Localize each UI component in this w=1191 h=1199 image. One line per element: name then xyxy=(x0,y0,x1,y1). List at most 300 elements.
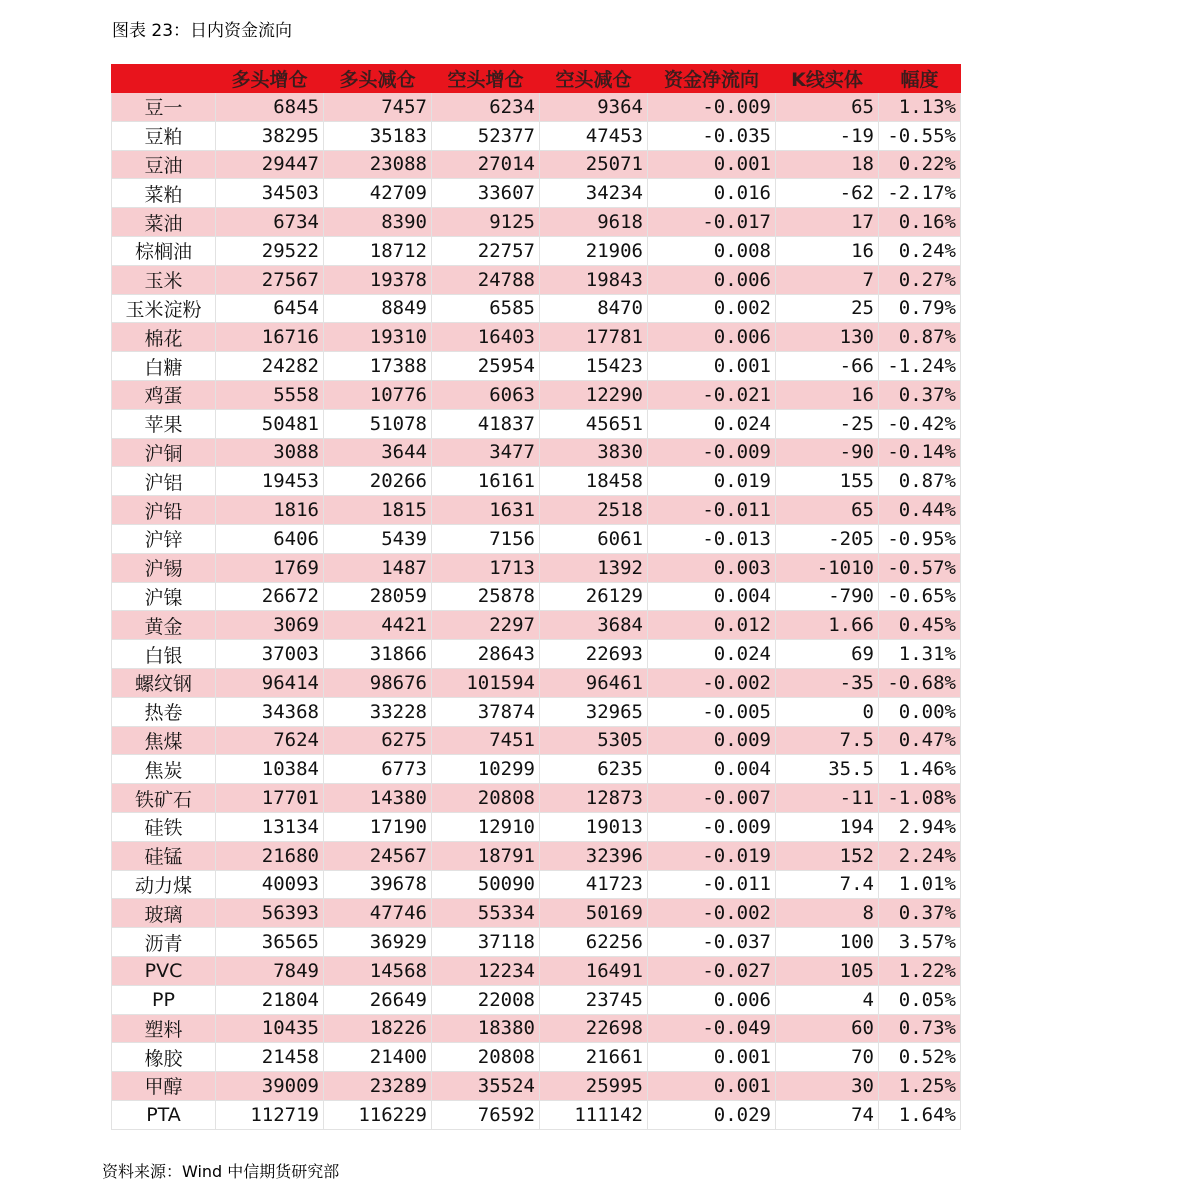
long-decrease-cell: 8849 xyxy=(324,294,432,323)
net-flow-cell: 0.008 xyxy=(648,236,776,265)
short-increase-cell: 37874 xyxy=(432,697,540,726)
short-decrease-cell: 5305 xyxy=(540,726,648,755)
net-flow-cell: 0.001 xyxy=(648,352,776,381)
short-increase-cell: 12910 xyxy=(432,812,540,841)
short-decrease-cell: 1392 xyxy=(540,553,648,582)
commodity-name-cell: 黄金 xyxy=(112,611,216,640)
change-pct-cell: -0.95% xyxy=(879,524,961,553)
short-decrease-cell: 3830 xyxy=(540,438,648,467)
change-pct-cell: -1.24% xyxy=(879,352,961,381)
short-increase-cell: 3477 xyxy=(432,438,540,467)
long-increase-cell: 29447 xyxy=(216,150,324,179)
table-row xyxy=(112,150,961,179)
short-decrease-cell: 8470 xyxy=(540,294,648,323)
long-decrease-cell: 24567 xyxy=(324,841,432,870)
table-row xyxy=(112,208,961,237)
short-increase-cell: 22008 xyxy=(432,985,540,1014)
long-increase-cell: 1769 xyxy=(216,553,324,582)
net-flow-cell: 0.006 xyxy=(648,985,776,1014)
table-row xyxy=(112,582,961,611)
short-decrease-cell: 22693 xyxy=(540,640,648,669)
change-pct-cell: 1.01% xyxy=(879,870,961,899)
short-increase-cell: 9125 xyxy=(432,208,540,237)
k-body-cell: 0 xyxy=(776,697,879,726)
long-increase-cell: 27567 xyxy=(216,265,324,294)
table-row xyxy=(112,640,961,669)
change-pct-cell: 2.94% xyxy=(879,812,961,841)
commodity-name-cell: 玉米淀粉 xyxy=(112,294,216,323)
short-decrease-cell: 15423 xyxy=(540,352,648,381)
commodity-name-cell: 热卷 xyxy=(112,697,216,726)
net-flow-cell: 0.006 xyxy=(648,323,776,352)
long-decrease-cell: 8390 xyxy=(324,208,432,237)
header-short-decrease: 空头减仓 xyxy=(540,65,648,93)
long-decrease-cell: 3644 xyxy=(324,438,432,467)
net-flow-cell: 0.001 xyxy=(648,1043,776,1072)
commodity-name-cell: 硅铁 xyxy=(112,812,216,841)
long-decrease-cell: 6773 xyxy=(324,755,432,784)
short-increase-cell: 2297 xyxy=(432,611,540,640)
commodity-name-cell: 沪锌 xyxy=(112,524,216,553)
commodity-name-cell: 菜粕 xyxy=(112,179,216,208)
table-row xyxy=(112,121,961,150)
long-decrease-cell: 19378 xyxy=(324,265,432,294)
long-decrease-cell: 21400 xyxy=(324,1043,432,1072)
commodity-name-cell: 沪铝 xyxy=(112,467,216,496)
commodity-name-cell: 沪锡 xyxy=(112,553,216,582)
k-body-cell: 194 xyxy=(776,812,879,841)
long-increase-cell: 38295 xyxy=(216,121,324,150)
net-flow-cell: -0.017 xyxy=(648,208,776,237)
net-flow-cell: -0.005 xyxy=(648,697,776,726)
k-body-cell: 65 xyxy=(776,496,879,525)
net-flow-cell: 0.004 xyxy=(648,755,776,784)
short-increase-cell: 6234 xyxy=(432,93,540,122)
table-row xyxy=(112,323,961,352)
short-increase-cell: 76592 xyxy=(432,1100,540,1129)
commodity-name-cell: 玉米 xyxy=(112,265,216,294)
short-decrease-cell: 22698 xyxy=(540,1014,648,1043)
short-decrease-cell: 47453 xyxy=(540,121,648,150)
header-commodity xyxy=(112,65,216,93)
change-pct-cell: 2.24% xyxy=(879,841,961,870)
k-body-cell: -1010 xyxy=(776,553,879,582)
short-decrease-cell: 6235 xyxy=(540,755,648,784)
long-decrease-cell: 26649 xyxy=(324,985,432,1014)
long-increase-cell: 10435 xyxy=(216,1014,324,1043)
net-flow-cell: 0.002 xyxy=(648,294,776,323)
short-decrease-cell: 17781 xyxy=(540,323,648,352)
long-decrease-cell: 98676 xyxy=(324,668,432,697)
long-decrease-cell: 7457 xyxy=(324,93,432,122)
short-decrease-cell: 26129 xyxy=(540,582,648,611)
short-increase-cell: 22757 xyxy=(432,236,540,265)
short-increase-cell: 16403 xyxy=(432,323,540,352)
short-increase-cell: 7156 xyxy=(432,524,540,553)
change-pct-cell: 0.22% xyxy=(879,150,961,179)
commodity-name-cell: 鸡蛋 xyxy=(112,380,216,409)
long-increase-cell: 13134 xyxy=(216,812,324,841)
change-pct-cell: 1.13% xyxy=(879,93,961,122)
net-flow-cell: 0.004 xyxy=(648,582,776,611)
table-row xyxy=(112,380,961,409)
long-increase-cell: 7624 xyxy=(216,726,324,755)
long-increase-cell: 21680 xyxy=(216,841,324,870)
change-pct-cell: -0.65% xyxy=(879,582,961,611)
change-pct-cell: -0.14% xyxy=(879,438,961,467)
long-increase-cell: 19453 xyxy=(216,467,324,496)
short-decrease-cell: 9364 xyxy=(540,93,648,122)
k-body-cell: 152 xyxy=(776,841,879,870)
short-decrease-cell: 21906 xyxy=(540,236,648,265)
long-increase-cell: 40093 xyxy=(216,870,324,899)
change-pct-cell: 1.64% xyxy=(879,1100,961,1129)
k-body-cell: 7.5 xyxy=(776,726,879,755)
k-body-cell: 70 xyxy=(776,1043,879,1072)
header-long-decrease: 多头减仓 xyxy=(324,65,432,93)
long-decrease-cell: 1815 xyxy=(324,496,432,525)
change-pct-cell: 0.87% xyxy=(879,323,961,352)
short-decrease-cell: 32965 xyxy=(540,697,648,726)
table-row xyxy=(112,496,961,525)
header-change-pct: 幅度 xyxy=(879,65,961,93)
commodity-name-cell: 螺纹钢 xyxy=(112,668,216,697)
long-decrease-cell: 23088 xyxy=(324,150,432,179)
net-flow-cell: -0.011 xyxy=(648,870,776,899)
change-pct-cell: 0.47% xyxy=(879,726,961,755)
k-body-cell: -790 xyxy=(776,582,879,611)
table-row xyxy=(112,265,961,294)
change-pct-cell: 0.00% xyxy=(879,697,961,726)
net-flow-cell: 0.024 xyxy=(648,640,776,669)
change-pct-cell: 1.25% xyxy=(879,1072,961,1101)
table-row xyxy=(112,784,961,813)
long-decrease-cell: 51078 xyxy=(324,409,432,438)
long-decrease-cell: 20266 xyxy=(324,467,432,496)
short-decrease-cell: 41723 xyxy=(540,870,648,899)
short-decrease-cell: 45651 xyxy=(540,409,648,438)
k-body-cell: 105 xyxy=(776,956,879,985)
commodity-name-cell: 豆一 xyxy=(112,93,216,122)
long-increase-cell: 29522 xyxy=(216,236,324,265)
table-row xyxy=(112,409,961,438)
change-pct-cell: 3.57% xyxy=(879,928,961,957)
net-flow-cell: -0.009 xyxy=(648,812,776,841)
k-body-cell: -25 xyxy=(776,409,879,438)
table-row xyxy=(112,899,961,928)
commodity-name-cell: 沪铜 xyxy=(112,438,216,467)
net-flow-cell: 0.001 xyxy=(648,150,776,179)
net-flow-cell: 0.003 xyxy=(648,553,776,582)
table-row xyxy=(112,928,961,957)
k-body-cell: 60 xyxy=(776,1014,879,1043)
k-body-cell: -66 xyxy=(776,352,879,381)
net-flow-cell: -0.019 xyxy=(648,841,776,870)
k-body-cell: 130 xyxy=(776,323,879,352)
long-decrease-cell: 14568 xyxy=(324,956,432,985)
commodity-name-cell: 玻璃 xyxy=(112,899,216,928)
table-row xyxy=(112,438,961,467)
table-row xyxy=(112,755,961,784)
long-decrease-cell: 17190 xyxy=(324,812,432,841)
net-flow-cell: -0.002 xyxy=(648,668,776,697)
k-body-cell: 74 xyxy=(776,1100,879,1129)
change-pct-cell: 0.37% xyxy=(879,380,961,409)
long-increase-cell: 5558 xyxy=(216,380,324,409)
table-row xyxy=(112,236,961,265)
long-decrease-cell: 19310 xyxy=(324,323,432,352)
table-row xyxy=(112,93,961,122)
short-decrease-cell: 18458 xyxy=(540,467,648,496)
net-flow-cell: -0.007 xyxy=(648,784,776,813)
short-increase-cell: 6585 xyxy=(432,294,540,323)
commodity-name-cell: 动力煤 xyxy=(112,870,216,899)
table-row xyxy=(112,1043,961,1072)
long-increase-cell: 34368 xyxy=(216,697,324,726)
k-body-cell: 25 xyxy=(776,294,879,323)
commodity-name-cell: 苹果 xyxy=(112,409,216,438)
change-pct-cell: 0.87% xyxy=(879,467,961,496)
long-increase-cell: 3069 xyxy=(216,611,324,640)
short-increase-cell: 37118 xyxy=(432,928,540,957)
short-increase-cell: 101594 xyxy=(432,668,540,697)
k-body-cell: -90 xyxy=(776,438,879,467)
commodity-name-cell: 铁矿石 xyxy=(112,784,216,813)
table-row xyxy=(112,697,961,726)
long-decrease-cell: 116229 xyxy=(324,1100,432,1129)
short-increase-cell: 1713 xyxy=(432,553,540,582)
net-flow-cell: -0.021 xyxy=(648,380,776,409)
long-increase-cell: 17701 xyxy=(216,784,324,813)
long-increase-cell: 39009 xyxy=(216,1072,324,1101)
commodity-name-cell: 甲醇 xyxy=(112,1072,216,1101)
change-pct-cell: 0.37% xyxy=(879,899,961,928)
short-decrease-cell: 19013 xyxy=(540,812,648,841)
long-decrease-cell: 5439 xyxy=(324,524,432,553)
header-long-increase: 多头增仓 xyxy=(216,65,324,93)
net-flow-cell: -0.035 xyxy=(648,121,776,150)
short-increase-cell: 10299 xyxy=(432,755,540,784)
table-row xyxy=(112,841,961,870)
fund-flow-table xyxy=(111,64,961,1130)
long-increase-cell: 112719 xyxy=(216,1100,324,1129)
long-decrease-cell: 18712 xyxy=(324,236,432,265)
short-decrease-cell: 34234 xyxy=(540,179,648,208)
long-increase-cell: 21458 xyxy=(216,1043,324,1072)
long-increase-cell: 96414 xyxy=(216,668,324,697)
long-increase-cell: 1816 xyxy=(216,496,324,525)
long-increase-cell: 26672 xyxy=(216,582,324,611)
short-decrease-cell: 12873 xyxy=(540,784,648,813)
short-decrease-cell: 21661 xyxy=(540,1043,648,1072)
short-decrease-cell: 32396 xyxy=(540,841,648,870)
change-pct-cell: -0.55% xyxy=(879,121,961,150)
short-decrease-cell: 50169 xyxy=(540,899,648,928)
k-body-cell: 16 xyxy=(776,236,879,265)
net-flow-cell: 0.024 xyxy=(648,409,776,438)
net-flow-cell: -0.009 xyxy=(648,93,776,122)
long-increase-cell: 6845 xyxy=(216,93,324,122)
long-decrease-cell: 35183 xyxy=(324,121,432,150)
net-flow-cell: -0.013 xyxy=(648,524,776,553)
fund-flow-table-container xyxy=(111,64,960,1130)
k-body-cell: -11 xyxy=(776,784,879,813)
change-pct-cell: 0.16% xyxy=(879,208,961,237)
short-decrease-cell: 3684 xyxy=(540,611,648,640)
table-row xyxy=(112,726,961,755)
table-row xyxy=(112,985,961,1014)
change-pct-cell: 0.27% xyxy=(879,265,961,294)
short-decrease-cell: 2518 xyxy=(540,496,648,525)
short-increase-cell: 1631 xyxy=(432,496,540,525)
short-increase-cell: 27014 xyxy=(432,150,540,179)
short-increase-cell: 25878 xyxy=(432,582,540,611)
short-increase-cell: 28643 xyxy=(432,640,540,669)
short-decrease-cell: 6061 xyxy=(540,524,648,553)
short-increase-cell: 35524 xyxy=(432,1072,540,1101)
table-row xyxy=(112,1072,961,1101)
net-flow-cell: -0.027 xyxy=(648,956,776,985)
k-body-cell: -35 xyxy=(776,668,879,697)
commodity-name-cell: 棕榈油 xyxy=(112,236,216,265)
k-body-cell: 7.4 xyxy=(776,870,879,899)
k-body-cell: 155 xyxy=(776,467,879,496)
change-pct-cell: 0.05% xyxy=(879,985,961,1014)
table-row xyxy=(112,1014,961,1043)
net-flow-cell: 0.001 xyxy=(648,1072,776,1101)
table-row xyxy=(112,524,961,553)
change-pct-cell: 0.73% xyxy=(879,1014,961,1043)
long-increase-cell: 6454 xyxy=(216,294,324,323)
table-row xyxy=(112,467,961,496)
commodity-name-cell: 白糖 xyxy=(112,352,216,381)
long-increase-cell: 6406 xyxy=(216,524,324,553)
long-decrease-cell: 4421 xyxy=(324,611,432,640)
table-row xyxy=(112,352,961,381)
change-pct-cell: -0.57% xyxy=(879,553,961,582)
short-increase-cell: 6063 xyxy=(432,380,540,409)
long-increase-cell: 56393 xyxy=(216,899,324,928)
long-decrease-cell: 31866 xyxy=(324,640,432,669)
short-decrease-cell: 62256 xyxy=(540,928,648,957)
source-note: 资料来源：Wind 中信期货研究部 xyxy=(102,1162,340,1181)
change-pct-cell: -0.68% xyxy=(879,668,961,697)
short-decrease-cell: 25071 xyxy=(540,150,648,179)
k-body-cell: 30 xyxy=(776,1072,879,1101)
table-row xyxy=(112,956,961,985)
table-row xyxy=(112,179,961,208)
long-decrease-cell: 28059 xyxy=(324,582,432,611)
commodity-name-cell: 塑料 xyxy=(112,1014,216,1043)
net-flow-cell: 0.006 xyxy=(648,265,776,294)
long-decrease-cell: 10776 xyxy=(324,380,432,409)
short-decrease-cell: 111142 xyxy=(540,1100,648,1129)
change-pct-cell: 0.44% xyxy=(879,496,961,525)
commodity-name-cell: 沪铅 xyxy=(112,496,216,525)
short-increase-cell: 18380 xyxy=(432,1014,540,1043)
net-flow-cell: 0.009 xyxy=(648,726,776,755)
k-body-cell: -205 xyxy=(776,524,879,553)
commodity-name-cell: 硅锰 xyxy=(112,841,216,870)
change-pct-cell: 1.31% xyxy=(879,640,961,669)
commodity-name-cell: PTA xyxy=(112,1100,216,1129)
short-increase-cell: 55334 xyxy=(432,899,540,928)
long-decrease-cell: 1487 xyxy=(324,553,432,582)
net-flow-cell: 0.012 xyxy=(648,611,776,640)
long-increase-cell: 50481 xyxy=(216,409,324,438)
commodity-name-cell: 豆油 xyxy=(112,150,216,179)
long-increase-cell: 3088 xyxy=(216,438,324,467)
table-row xyxy=(112,812,961,841)
table-header-row xyxy=(112,65,961,93)
short-increase-cell: 25954 xyxy=(432,352,540,381)
short-decrease-cell: 25995 xyxy=(540,1072,648,1101)
k-body-cell: 100 xyxy=(776,928,879,957)
commodity-name-cell: 菜油 xyxy=(112,208,216,237)
change-pct-cell: 0.52% xyxy=(879,1043,961,1072)
long-decrease-cell: 42709 xyxy=(324,179,432,208)
k-body-cell: 35.5 xyxy=(776,755,879,784)
commodity-name-cell: PVC xyxy=(112,956,216,985)
change-pct-cell: 0.24% xyxy=(879,236,961,265)
k-body-cell: 65 xyxy=(776,93,879,122)
short-increase-cell: 16161 xyxy=(432,467,540,496)
long-increase-cell: 6734 xyxy=(216,208,324,237)
net-flow-cell: 0.019 xyxy=(648,467,776,496)
short-decrease-cell: 16491 xyxy=(540,956,648,985)
k-body-cell: 17 xyxy=(776,208,879,237)
long-increase-cell: 37003 xyxy=(216,640,324,669)
k-body-cell: 8 xyxy=(776,899,879,928)
header-k-body: K线实体 xyxy=(776,65,879,93)
table-row xyxy=(112,553,961,582)
k-body-cell: -62 xyxy=(776,179,879,208)
net-flow-cell: -0.009 xyxy=(648,438,776,467)
short-decrease-cell: 96461 xyxy=(540,668,648,697)
change-pct-cell: -1.08% xyxy=(879,784,961,813)
figure-caption: 图表 23：日内资金流向 xyxy=(112,21,293,41)
short-decrease-cell: 23745 xyxy=(540,985,648,1014)
change-pct-cell: -2.17% xyxy=(879,179,961,208)
change-pct-cell: 1.22% xyxy=(879,956,961,985)
commodity-name-cell: 沪镍 xyxy=(112,582,216,611)
k-body-cell: 4 xyxy=(776,985,879,1014)
table-row xyxy=(112,668,961,697)
k-body-cell: 18 xyxy=(776,150,879,179)
short-increase-cell: 7451 xyxy=(432,726,540,755)
long-increase-cell: 34503 xyxy=(216,179,324,208)
long-increase-cell: 10384 xyxy=(216,755,324,784)
k-body-cell: 69 xyxy=(776,640,879,669)
k-body-cell: -19 xyxy=(776,121,879,150)
net-flow-cell: -0.011 xyxy=(648,496,776,525)
long-decrease-cell: 36929 xyxy=(324,928,432,957)
change-pct-cell: 0.45% xyxy=(879,611,961,640)
change-pct-cell: 1.46% xyxy=(879,755,961,784)
long-increase-cell: 36565 xyxy=(216,928,324,957)
long-decrease-cell: 33228 xyxy=(324,697,432,726)
long-decrease-cell: 6275 xyxy=(324,726,432,755)
short-increase-cell: 24788 xyxy=(432,265,540,294)
short-increase-cell: 20808 xyxy=(432,1043,540,1072)
header-short-increase: 空头增仓 xyxy=(432,65,540,93)
net-flow-cell: -0.049 xyxy=(648,1014,776,1043)
commodity-name-cell: 白银 xyxy=(112,640,216,669)
commodity-name-cell: 沥青 xyxy=(112,928,216,957)
net-flow-cell: -0.037 xyxy=(648,928,776,957)
long-decrease-cell: 14380 xyxy=(324,784,432,813)
k-body-cell: 7 xyxy=(776,265,879,294)
